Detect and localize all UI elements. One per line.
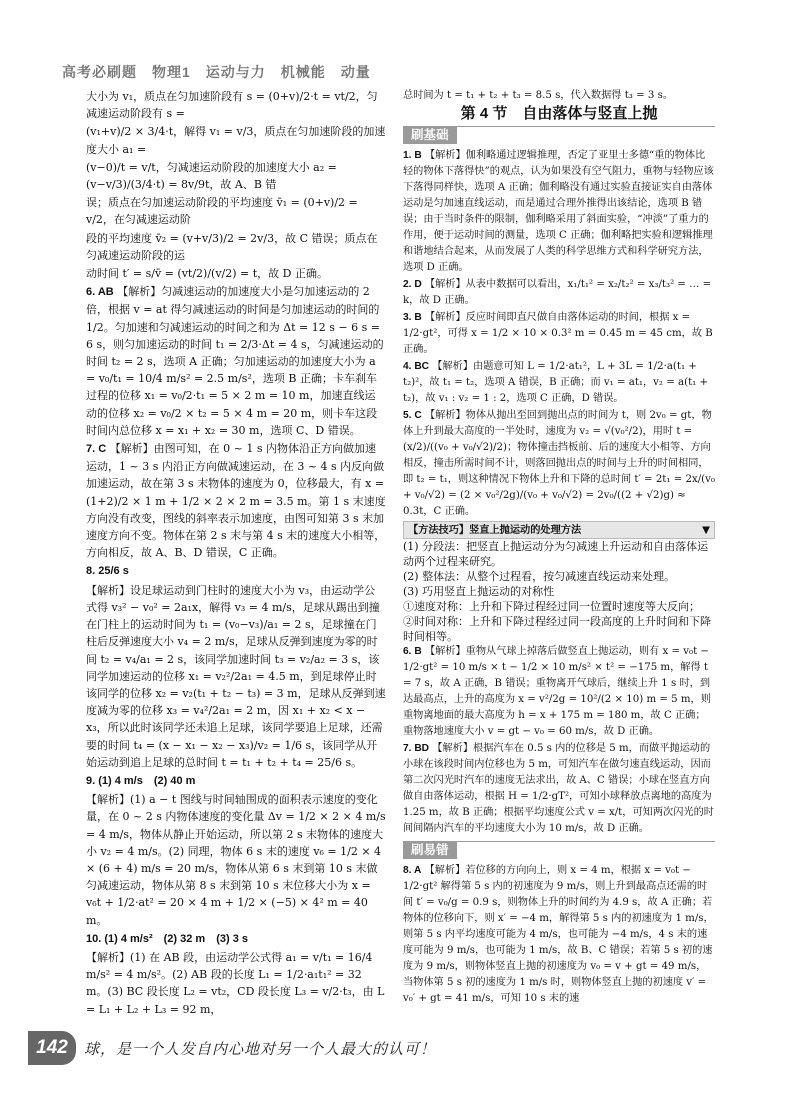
triangle-down-icon: ▼ [702, 524, 710, 536]
left-column [86, 88, 386, 1019]
tip-title: 【方法技巧】竖直上抛运动的处理方法 [408, 524, 582, 536]
answer-text: 【解析】由图可知，在 0 ~ 1 s 内物体沿正方向做加速运动，1 ~ 3 s 内沿正方向做减速运动，在 3 ~ 4 s 内反向做加速运动，故在第 3 s 末物体的速度为 0，位移最大，有 x = (1+2)/2 × 1 m + 1/2 × 2 × 2 m = 3.5 m。第 1 s 末速度方向没有改变，图线的斜率表示加速度，由图可知第 3 s 末加速度方向不变。物体在第 2 s 末与第 4 s 末的速度大小相等，方向相反，故 A、B、D 错误，C 正确。 [86, 442, 386, 560]
answer-tag: 9. (1) 4 m/s (2) 40 m [86, 774, 196, 787]
answer-text: 【解析】设足球运动到门柱时的速度大小为 v₃，由运动学公式得 v₃² − v₀² = 2a₁x，解得 v₃ = 4 m/s，足球从踢出到撞在门柱上的运动时间为 t₁ = (v₀−v₃)/a₁ = 2 s，足球撞在门柱后反弹速度大小 v₄ = 2 m/s，足球从反弹到速度为零的时间 t₂ = v₄/a₁ = 2 s，该同学加速时间 t₃ = v₂/a₂ = 3 s，该同学加速运动的位移 x₁ = v₂²/2a₁ = 4.5 m，到足球停止时该同学的位移 x₂ = v₂(t₁ + t₂ − t₃) = 3 m，足球从反弹到速度减为零的位移 x₃ = v₄²/2a₁ = 2 m，因 x₁ + x₂ < x − x₃，所以此时该同学还未追上足球，该同学要追上足球，还需要的时间 t₄ = (x − x₁ − x₂ − x₃)/v₂ = 1/6 s，该同学从开始运动到追上足球的总时间 t = t₁ + t₂ + t₄ = 25/6 s。 [86, 583, 386, 769]
tip-line: ②时间对称：上升和下降过程经过同一段高度的上升时间和下降时间相等。 [403, 615, 711, 643]
answer-text: 【解析】物体从抛出至回到抛出点的时间为 t，则 2v₀ = gt，物体上升到最大高度的一半处时，速度为 v₂ = √(v₀²/2)，用时 t = (x/2)/((v₀ + v₀/√2)/2)；物体撞击挡板前、后的速度大小相等、方向相反，撞击所需时间不计，则落回抛出点的时间与上升的时间相同，即 t₂ = t₁，则这种情况下物体上升和下降的总时间 t′ = 2t₁ = 2x/(v₀ + v₀/√2) = (2 × v₀²/2g)/(v₀ + v₀/√2) = 2v₀/((2 + √2)g) ≈ 0.3t，C 正确。 [403, 410, 715, 517]
tip-line: (2) 整体法：从整个过程看，按匀减速直线运动来处理。 [403, 570, 676, 583]
answer-text: 【解析】反应时间即直尺做自由落体运动的时间，根据 x = 1/2·gt²，可得 x = 1/2 × 10 × 0.3² m = 0.45 m = 45 cm，故 B 正确。 [403, 312, 713, 355]
answer-tag: 7. C [86, 443, 107, 456]
section-bar [403, 841, 715, 860]
answer-tag: 8. 25/6 s [86, 565, 129, 578]
answer-8 [86, 562, 386, 580]
paragraph: 误；质点在匀加速运动阶段的平均速度 v̄₁ = (0+v)/2 = v/2，在匀减速运动阶 [86, 196, 358, 227]
answer-10 [86, 930, 386, 948]
answer-tag: 7. BD [403, 743, 430, 754]
answer-text: 【解析】(1) 在 AB 段，由运动学公式得 a₁ = v/t₁ = 16/4 m/s² = 4 m/s²。(2) AB 段的长度 L₁ = 1/2·a₁t₁² = 32 m。(3) BC 段长度 L₂ = vt₂，CD 段长度 L₃ = v/2·t₃，由 L = L₁ + L₂ + L₃ = 92 m， [86, 950, 385, 1016]
answer-tag: 3. B [403, 312, 422, 323]
page-header: 高考必刷题 物理1 运动与力 机械能 动量 [62, 64, 371, 80]
paragraph: (v₁+v)/2 × 3/4·t，解得 v₁ = v/3，质点在匀加速阶段的加速度大小 a₁ = [86, 125, 386, 156]
answer-text: 【解析】根据汽车在 0.5 s 内的位移是 5 m，而做平抛运动的小球在该段时间内位移也为 5 m，可知汽车在做匀速直线运动，因而第二次闪光时汽车的速度无法求出，故 A、C 错误；小球在竖直方向做自由落体运动，根据 H = 1/2·gT²，可知小球释放点离地的高度为 1.25 m，故 B 正确；根据平均速度公式 v = x/t，可知两次闪光的时间间隔内汽车的平均速度大小为 10 m/s，故 D 正确。 [403, 743, 714, 834]
answer-9 [86, 772, 386, 790]
answer-tag: 1. B [403, 150, 422, 161]
answer-text: 【解析】由题意可知 L = 1/2·at₁²，L + 3L = 1/2·a(t₁ + t₂)²，故 t₁ = t₂，选项 A 错误，B 正确；而 v₁ = at₁，v₂ = a(t₁ + t₂)，故 v₁ : v₂ = 1 : 2，选项 C 正确，D 错误。 [403, 361, 709, 404]
answer-tag: 5. C [403, 410, 422, 421]
answer-tag: 6. AB [86, 286, 114, 299]
answer-text: 【解析】伽利略通过逻辑推理，否定了亚里士多德“重的物体比轻的物体下落得快”的观点，认为如果没有空气阻力，重物与轻物应该下落得同样快，选项 A 正确；伽利略没有通过实验直接证实自由落体运动是匀加速直线运动，而是通过合理外推得出该结论，选项 B 错误；由于当时条件的限制，伽利略采用了斜面实验，“冲淡”了重力的作用，便于运动时间的测量，选项 C 正确；伽利略把实验和逻辑推理和谐地结合起来，从而发展了人类的科学思维方式和科学研究方法，选项 D 正确。 [403, 150, 714, 273]
answer-text: 【解析】(1) a − t 图线与时间轴围成的面积表示速度的变化量，在 0 ~ 2 s 内物体速度的变化量 Δv = 1/2 × 2 × 4 m/s = 4 m/s，物体从静止开始运动，所以第 2 s 末物体的速度大小 v₂ = 4 m/s。(2) 同理，物体 6 s 末的速度 v₆ = 1/2 × 4 × (6 + 4) m/s = 20 m/s，物体从第 6 s 末到第 10 s 末做匀减速运动，物体从第 8 s 末到第 10 s 末位移大小为 x = v₆t + 1/2·at² = 20 × 4 m + 1/2 × (−5) × 4² m = 40 m。 [86, 793, 386, 927]
paragraph: 动时间 t′ = s/v̄ = (vt/2)/(v/2) = t，故 D 正确。 [86, 267, 328, 281]
answer-tag: 6. B [403, 646, 422, 657]
method-tip-header [403, 521, 715, 539]
answer-tag: 2. D [403, 279, 422, 290]
tip-line: (1) 分段法：把竖直上抛运动分为匀减速上升运动和自由落体运动两个过程来研究。 [403, 540, 709, 568]
tip-line: (3) 巧用竖直上抛运动的对称性 [403, 585, 555, 598]
bar-label: 刷基础 [403, 127, 457, 144]
answer-text: 【解析】从表中数据可以看出，x₁/t₁² = x₂/t₂² = x₃/t₃² = … = k，故 D 正确。 [403, 279, 712, 306]
page-number: 142 [28, 1031, 76, 1065]
answer-6 [86, 283, 386, 439]
method-tip-body [403, 539, 715, 644]
right-column [403, 88, 715, 1008]
answer-tag: 4. BC [403, 361, 430, 372]
answer-text: 【解析】若位移的方向向上，则 x = 4 m，根据 x = v₀t − 1/2·gt² 解得第 5 s 内的初速度为 9 m/s，则上升到最高点还需的时间 t′ = v₀/g = 0.9 s，则物体上升的时间约为 4.9 s，故 A 正确；若物体的位移向下，则 x′ = −4 m，解得第 5 s 内的初速度为 1 m/s，则第 5 s 内平均速度可能为 4 m/s，也可能为 −4 m/s，4 s 末的速度可能为 9 m/s，也可能为 1 m/s，故 B、C 错误；若第 5 s 初的速度为 9 m/s，则物体竖直上抛的初速度为 v₀ = v + gt = 49 m/s，当物体第 5 s 初的速度为 1 m/s 时，则物体竖直上抛的初速度 v′ = v₀′ + gt = 41 m/s，可知 10 s 末的速 [403, 865, 714, 1004]
tip-line: ①速度对称：上升和下降过程经过同一位置时速度等大反向； [403, 600, 700, 613]
answer-7 [86, 440, 386, 561]
section-bar [403, 126, 715, 145]
footer-slogan: 球，是一个人发自内心地对另一个人最大的认可！ [84, 1040, 437, 1058]
answer-text: 【解析】匀减速运动的加速度大小是匀加速运动的 2 倍，根据 v = at 得匀减速运动的时间是匀加速运动的时间的 1/2。匀加速和匀减速运动的时间之和为 Δt = 12 s − 6 s = 6 s，则匀加速运动的时间 t₁ = 2/3·Δt = 4 s，匀减速运动的时间 t₂ = 2 s，选项 A 正确；匀加速运动的加速度大小为 a = v₀/t₁ = 10/4 m/s² = 2.5 m/s²，选项 B 正确；卡车刹车过程的位移 x₁ = v₀/2·t₁ = 5 × 2 m = 10 m，加速直线运动的位移 x₂ = v₀/2 × t₂ = 5 × 4 m = 20 m，则卡车这段时间内总位移 x = x₁ + x₂ = 30 m，选项 C、D 错误。 [86, 285, 384, 437]
paragraph: 段的平均速度 v̄₂ = (v+v/3)/2 = 2v/3，故 C 错误；质点在匀减速运动阶段的运 [86, 231, 378, 262]
section-title: 第 4 节 自由落体与竖直上抛 [460, 105, 658, 122]
paragraph: 总时间为 t = t₁ + t₂ + t₃ = 8.5 s，代入数据得 t₃ = 3 s。 [403, 90, 674, 101]
answer-text: 【解析】重物从气球上掉落后做竖直上抛运动，则有 x = v₀t − 1/2·gt² = 10 m/s × t − 1/2 × 10 m/s² × t² = −175 m，解得 t = 7 s，故 A 正确，B 错误；重物离开气球后，继续上升 1 s 时，到达最高点，上升的高度为 x = v²/2g = 10²/(2 × 10) m = 5 m，则重物离地面的最大高度为 h = x + 175 m = 180 m，故 C 正确；重物落地速度大小 v = gt − v₀ = 60 m/s，故 D 正确。 [403, 646, 711, 737]
answer-tag: 8. A [403, 865, 422, 876]
answer-tag: 10. (1) 4 m/s² (2) 32 m (3) 3 s [86, 932, 249, 945]
bar-label: 刷易错 [403, 842, 457, 859]
paragraph: 大小为 v₁，质点在匀加速阶段有 s = (0+v)/2·t = vt/2，匀减速运动阶段有 s = [86, 90, 378, 121]
paragraph: (v−0)/t = v/t，匀减速运动阶段的加速度大小 a₂ = (v−v/3)/(3/4·t) = 8v/9t，故 A、B 错 [86, 160, 337, 192]
